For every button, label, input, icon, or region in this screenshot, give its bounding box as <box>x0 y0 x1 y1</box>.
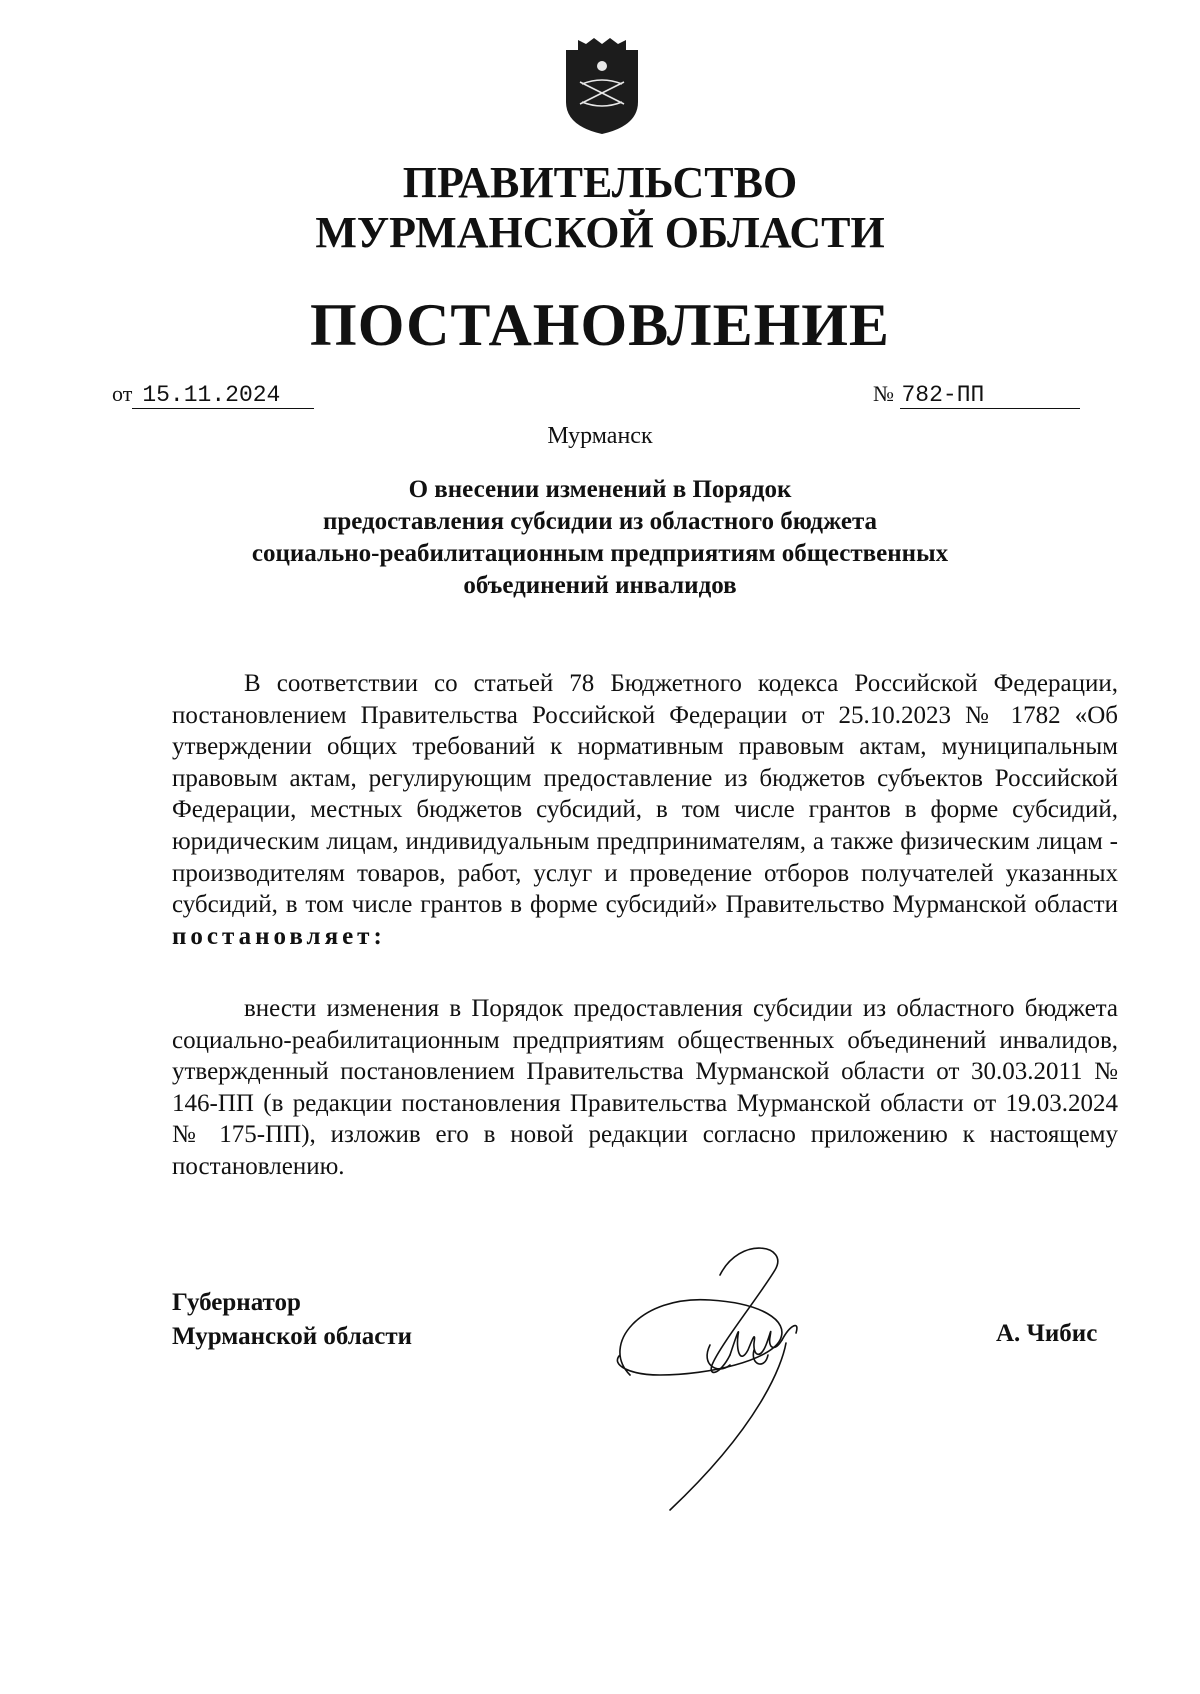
preamble-text: В соответствии со статьей 78 Бюджетного кодекса Российской Федерации, постановлением Правительства Российской Федерации от 25.10.2023 № 1782 «Об утверждении общих требований к нормативным правовым актам, муниципальным правовым актам, регулирующим предоставление из бюджетов субъектов Российской Федерации, местных бюджетов субсидий, в том числе грантов в форме субсидий, юридическим лицам, индивидуальным предпринимателям, а также физическим лицам - производителям товаров, работ, услуг и проведение отборов получателей указанных субсидий, в том числе грантов в форме субсидий» Правительство Мурманской области <box>172 670 1118 919</box>
signatory-title-line1: Губернатор <box>172 1289 301 1316</box>
organization-title-line2: МУРМАНСКОЙ ОБЛАСТИ <box>315 208 885 257</box>
number-value: 782-ПП <box>900 382 1080 409</box>
signatory-title-line2: Мурманской области <box>172 1323 413 1350</box>
document-number <box>873 381 1080 409</box>
document-subject <box>200 474 1000 602</box>
coat-of-arms-emblem <box>560 36 644 136</box>
handwritten-signature <box>600 1225 840 1515</box>
resolution-paragraph: внести изменения в Порядок предоставления субсидии из областного бюджета социально-реабилитационным предприятиям общественных объединений инвалидов, утвержденный постановлением Правительства Мурманской области от 30.03.2011 № 146-ПП (в редакции постановления Правительства Мурманской области от 19.03.2024 № 175-ПП), изложив его в новой редакции согласно приложению к настоящему постановлению. <box>172 995 1118 1180</box>
preamble-paragraph <box>172 668 1118 952</box>
date-prefix: от <box>112 381 133 406</box>
subject-line: объединений инвалидов <box>463 572 737 599</box>
document-date <box>112 381 314 409</box>
subject-line: социально-реабилитационным предприятиям общественных <box>251 540 949 567</box>
number-prefix: № <box>873 381 894 406</box>
date-value: 15.11.2024 <box>132 382 314 409</box>
signatory-name: А. Чибис <box>996 1320 1098 1347</box>
city-name: Мурманск <box>547 423 653 449</box>
decree-word: постановляет: <box>172 922 386 950</box>
subject-line: предоставления субсидии из областного бюджета <box>322 508 878 535</box>
document-type-heading: ПОСТАНОВЛЕНИЕ <box>310 292 890 358</box>
signatory-title <box>172 1286 412 1354</box>
subject-line: О внесении изменений в Порядок <box>408 476 792 503</box>
organization-title-line1: ПРАВИТЕЛЬСТВО <box>402 158 798 207</box>
